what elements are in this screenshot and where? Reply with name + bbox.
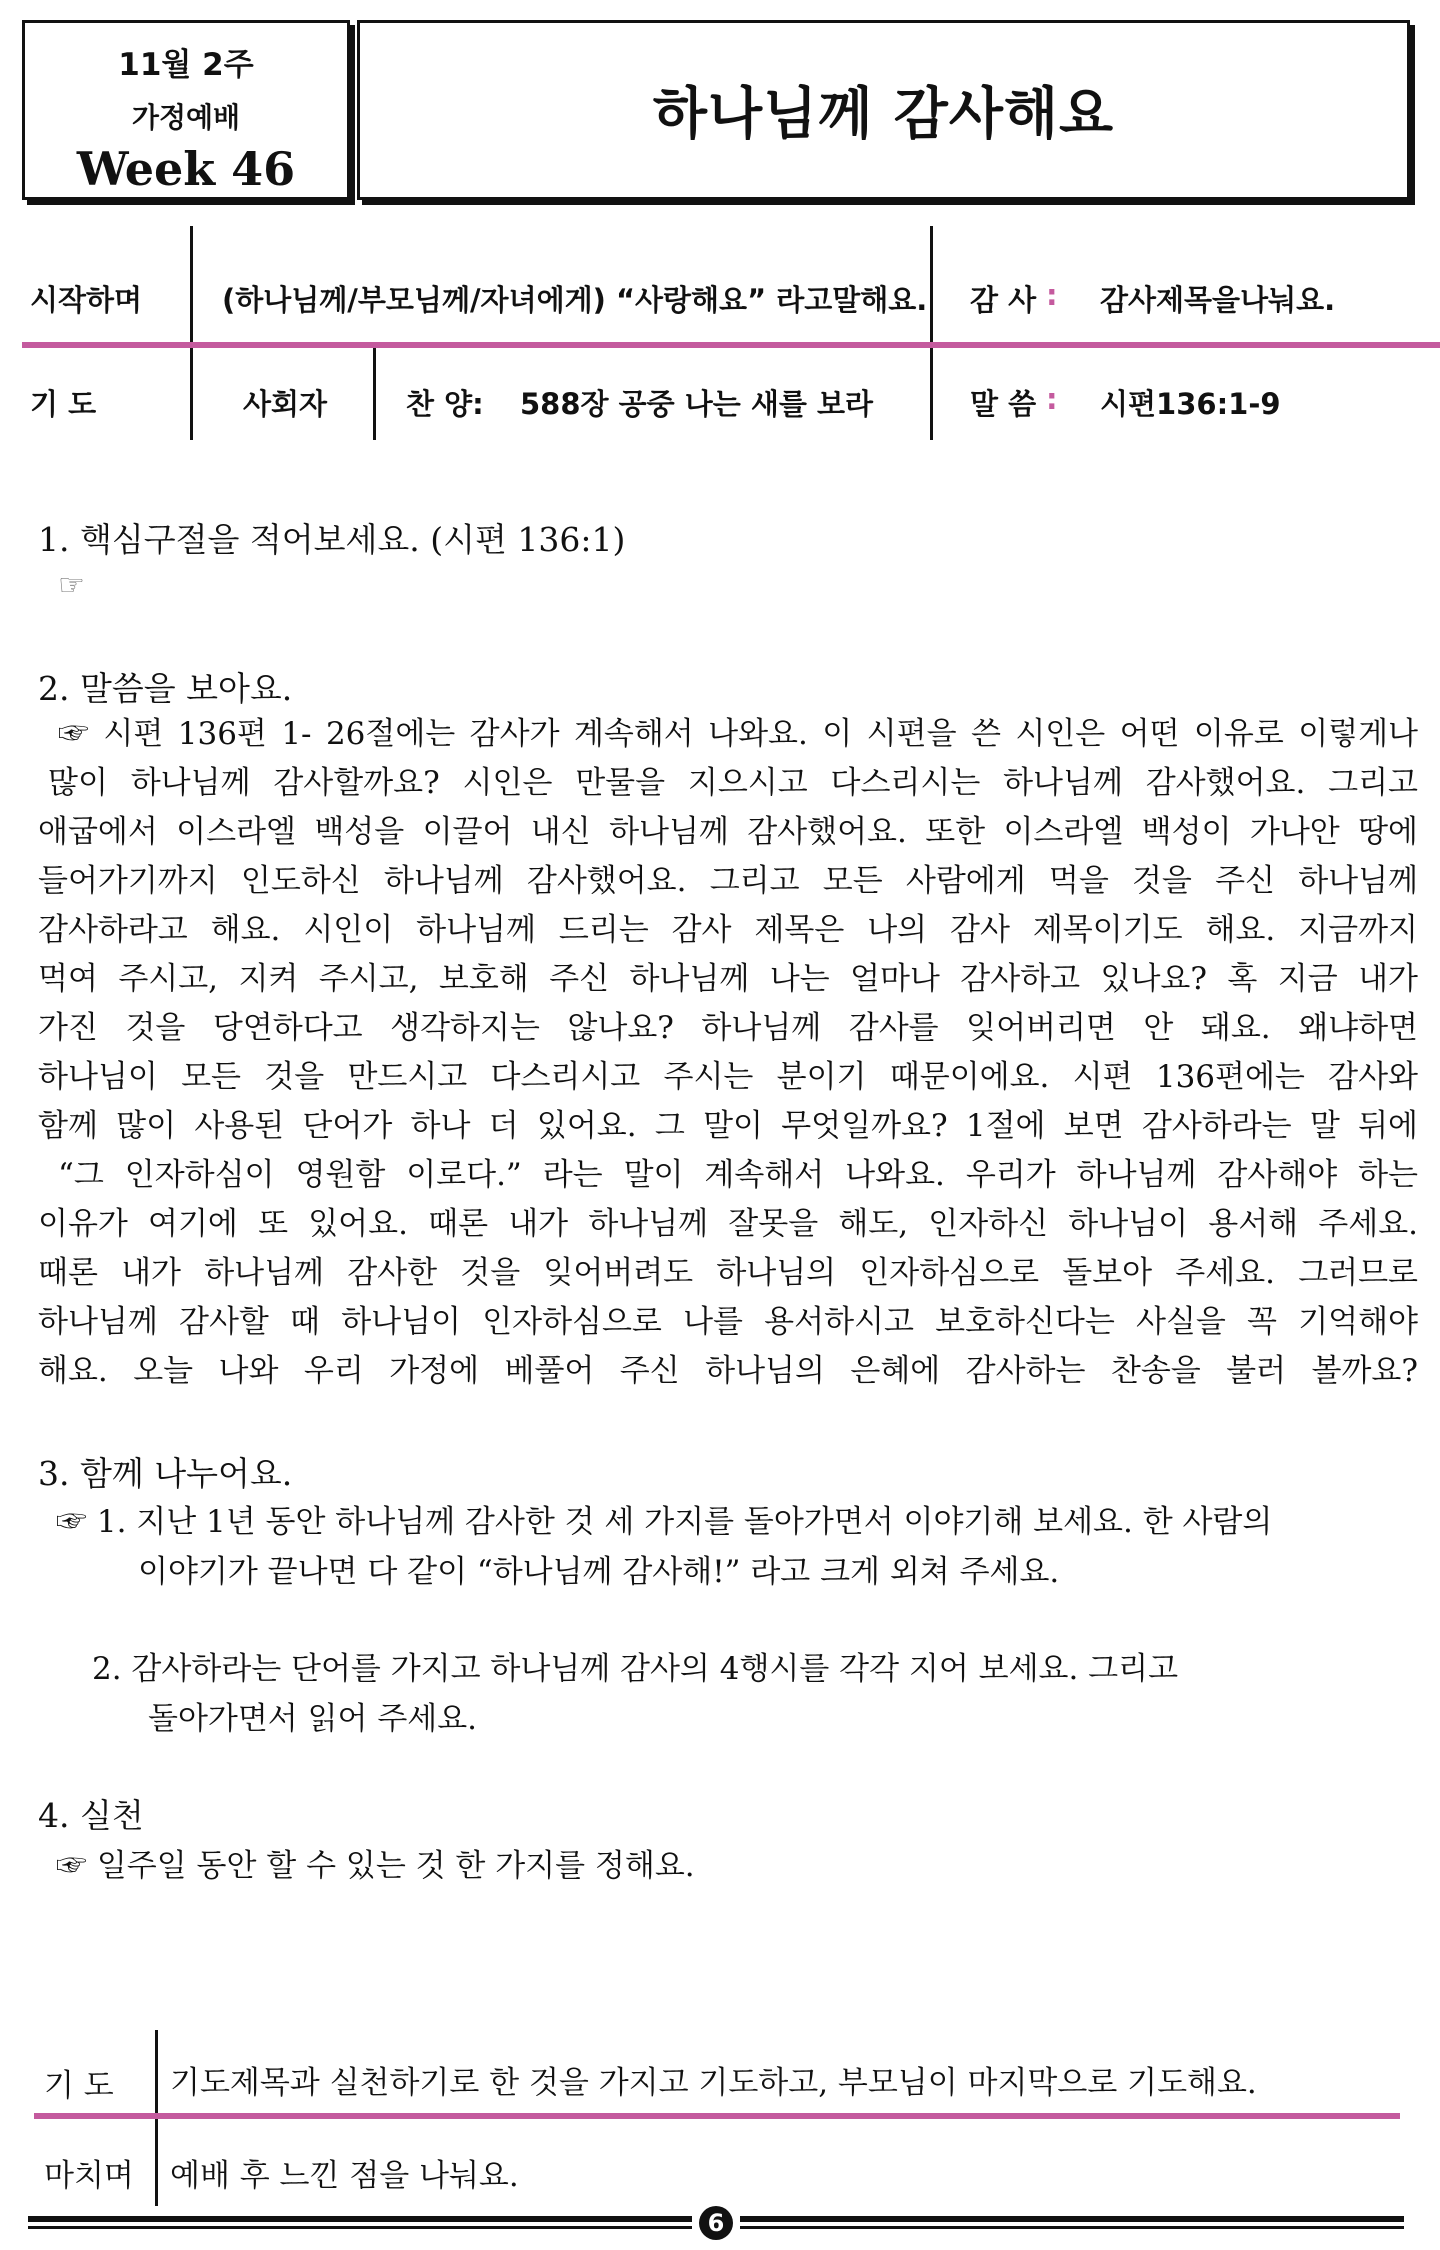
divider-col2 — [373, 348, 376, 440]
practice-line: ☞ 일주일 동안 할 수 있는 것 한 가지를 정해요. — [56, 1848, 695, 1884]
paragraph-line: 때론 내가 하나님께 감사한 것을 잊어버려도 하나님의 인자하심으로 돌보아 주세요. 그러므로 — [38, 1255, 1418, 1291]
section-2-title: 2. 말씀을 보아요. — [38, 669, 293, 708]
footer-prayer-text: 기도제목과 실천하기로 한 것을 가지고 기도하고, 부모님이 마지막으로 기도해요. — [170, 2065, 1257, 2101]
page-title: 하나님께 감사해요 — [652, 82, 1115, 147]
divider-col1 — [190, 226, 193, 440]
footer-row-divider — [34, 2113, 1400, 2119]
footer-label-closing: 마치며 — [44, 2158, 134, 2194]
section-2-paragraph — [38, 710, 1418, 1396]
paragraph-line: ☞ 시편 136편 1- 26절에는 감사가 계속해서 나와요. 이 시편을 쓴 시인은 어떤 이유로 이렇게나 — [58, 716, 1418, 752]
footer-label-prayer: 기 도 — [44, 2068, 114, 2104]
page-rule-left — [28, 2216, 692, 2232]
pointing-hand-icon: ☞ — [58, 568, 85, 603]
paragraph-line: 하나님이 모든 것을 만드시고 다스리시고 주시는 분이기 때문이에요. 시편 136편에는 감사와 — [38, 1059, 1418, 1095]
week-date: 11월 2주 — [118, 47, 254, 83]
share-item-1-line-2: 이야기가 끝나면 다 같이 “하나님께 감사해!” 라고 크게 외쳐 주세요. — [138, 1554, 1060, 1590]
share-item-2-line-1: 2. 감사하라는 단어를 가지고 하나님께 감사의 4행시를 각각 지어 보세요. 그리고 — [92, 1651, 1179, 1687]
hymn-value: 588장 공중 나는 새를 보라 — [520, 387, 874, 421]
paragraph-line: 이유가 여기에 또 있어요. 때론 내가 하나님께 잘못을 해도, 인자하신 하나님이 용서해 주세요. — [38, 1206, 1418, 1242]
leader: 사회자 — [243, 387, 328, 421]
label-gamsa: 감 사 — [970, 283, 1037, 317]
label-prayer: 기 도 — [30, 387, 97, 421]
paragraph-line: 해요. 오늘 나와 우리 가정에 베풀어 주신 하나님의 은혜에 감사하는 찬송을 불러 볼까요? — [38, 1353, 1418, 1389]
info-table — [22, 226, 1440, 440]
paragraph-line: 들어가기까지 인도하신 하나님께 감사했어요. 그리고 모든 사람에게 먹을 것을 주신 하나님께 — [38, 863, 1418, 899]
word-colon: : — [1046, 382, 1058, 416]
share-item-2-line-2: 돌아가면서 읽어 주세요. — [148, 1701, 478, 1737]
week-number: Week 46 — [76, 142, 296, 196]
worship-type: 가정예배 — [131, 101, 241, 134]
start-content: (하나님께/부모님께/자녀에게) “사랑해요” 라고말해요. — [222, 283, 928, 317]
week-info-box — [22, 20, 350, 200]
word-value: 시편136:1-9 — [1100, 387, 1281, 421]
paragraph-line: 하나님께 감사할 때 하나님이 인자하심으로 나를 용서하시고 보호하신다는 사실을 꼭 기억해야 — [38, 1304, 1418, 1340]
paragraph-line: 감사하라고 해요. 시인이 하나님께 드리는 감사 제목은 나의 감사 제목이기도 해요. 지금까지 — [38, 912, 1418, 948]
label-word: 말 씀 — [970, 387, 1037, 421]
hymn-label: 찬 양: — [406, 387, 484, 421]
paragraph-line: 가진 것을 당연하다고 생각하지는 않나요? 하나님께 감사를 잊어버리면 안 돼요. 왜냐하면 — [38, 1010, 1418, 1046]
page-number: 6 — [699, 2206, 733, 2240]
paragraph-line: 먹여 주시고, 지켜 주시고, 보호해 주신 하나님께 나는 얼마나 감사하고 있나요? 혹 지금 내가 — [38, 961, 1418, 997]
title-box — [357, 20, 1410, 200]
page-rule-right — [740, 2216, 1404, 2232]
paragraph-line: “그 인자하심이 영원함 이로다.” 라는 말이 계속해서 나와요. 우리가 하나님께 감사해야 하는 — [58, 1157, 1418, 1193]
section-1-title: 1. 핵심구절을 적어보세요. (시편 136:1) — [38, 520, 626, 559]
paragraph-line: 애굽에서 이스라엘 백성을 이끌어 내신 하나님께 감사했어요. 또한 이스라엘 백성이 가나안 땅에 — [38, 814, 1418, 850]
label-start: 시작하며 — [30, 283, 143, 317]
paragraph-line: 함께 많이 사용된 단어가 하나 더 있어요. 그 말이 무엇일까요? 1절에 보면 감사하라는 말 뒤에 — [38, 1108, 1418, 1144]
gamsa-value: 감사제목을나눠요. — [1100, 283, 1336, 317]
footer-closing-text: 예배 후 느낀 점을 나눠요. — [170, 2158, 519, 2194]
gamsa-colon: : — [1046, 278, 1058, 312]
share-item-1-line-1: ☞ 1. 지난 1년 동안 하나님께 감사한 것 세 가지를 돌아가면서 이야기해 보세요. 한 사람의 — [56, 1504, 1273, 1540]
divider-col3 — [930, 226, 933, 440]
section-3-title: 3. 함께 나누어요. — [38, 1454, 293, 1493]
paragraph-line: 많이 하나님께 감사할까요? 시인은 만물을 지으시고 다스리시는 하나님께 감사했어요. 그리고 — [48, 765, 1418, 801]
info-row-divider — [22, 342, 1440, 348]
section-4-title: 4. 실천 — [38, 1796, 144, 1835]
